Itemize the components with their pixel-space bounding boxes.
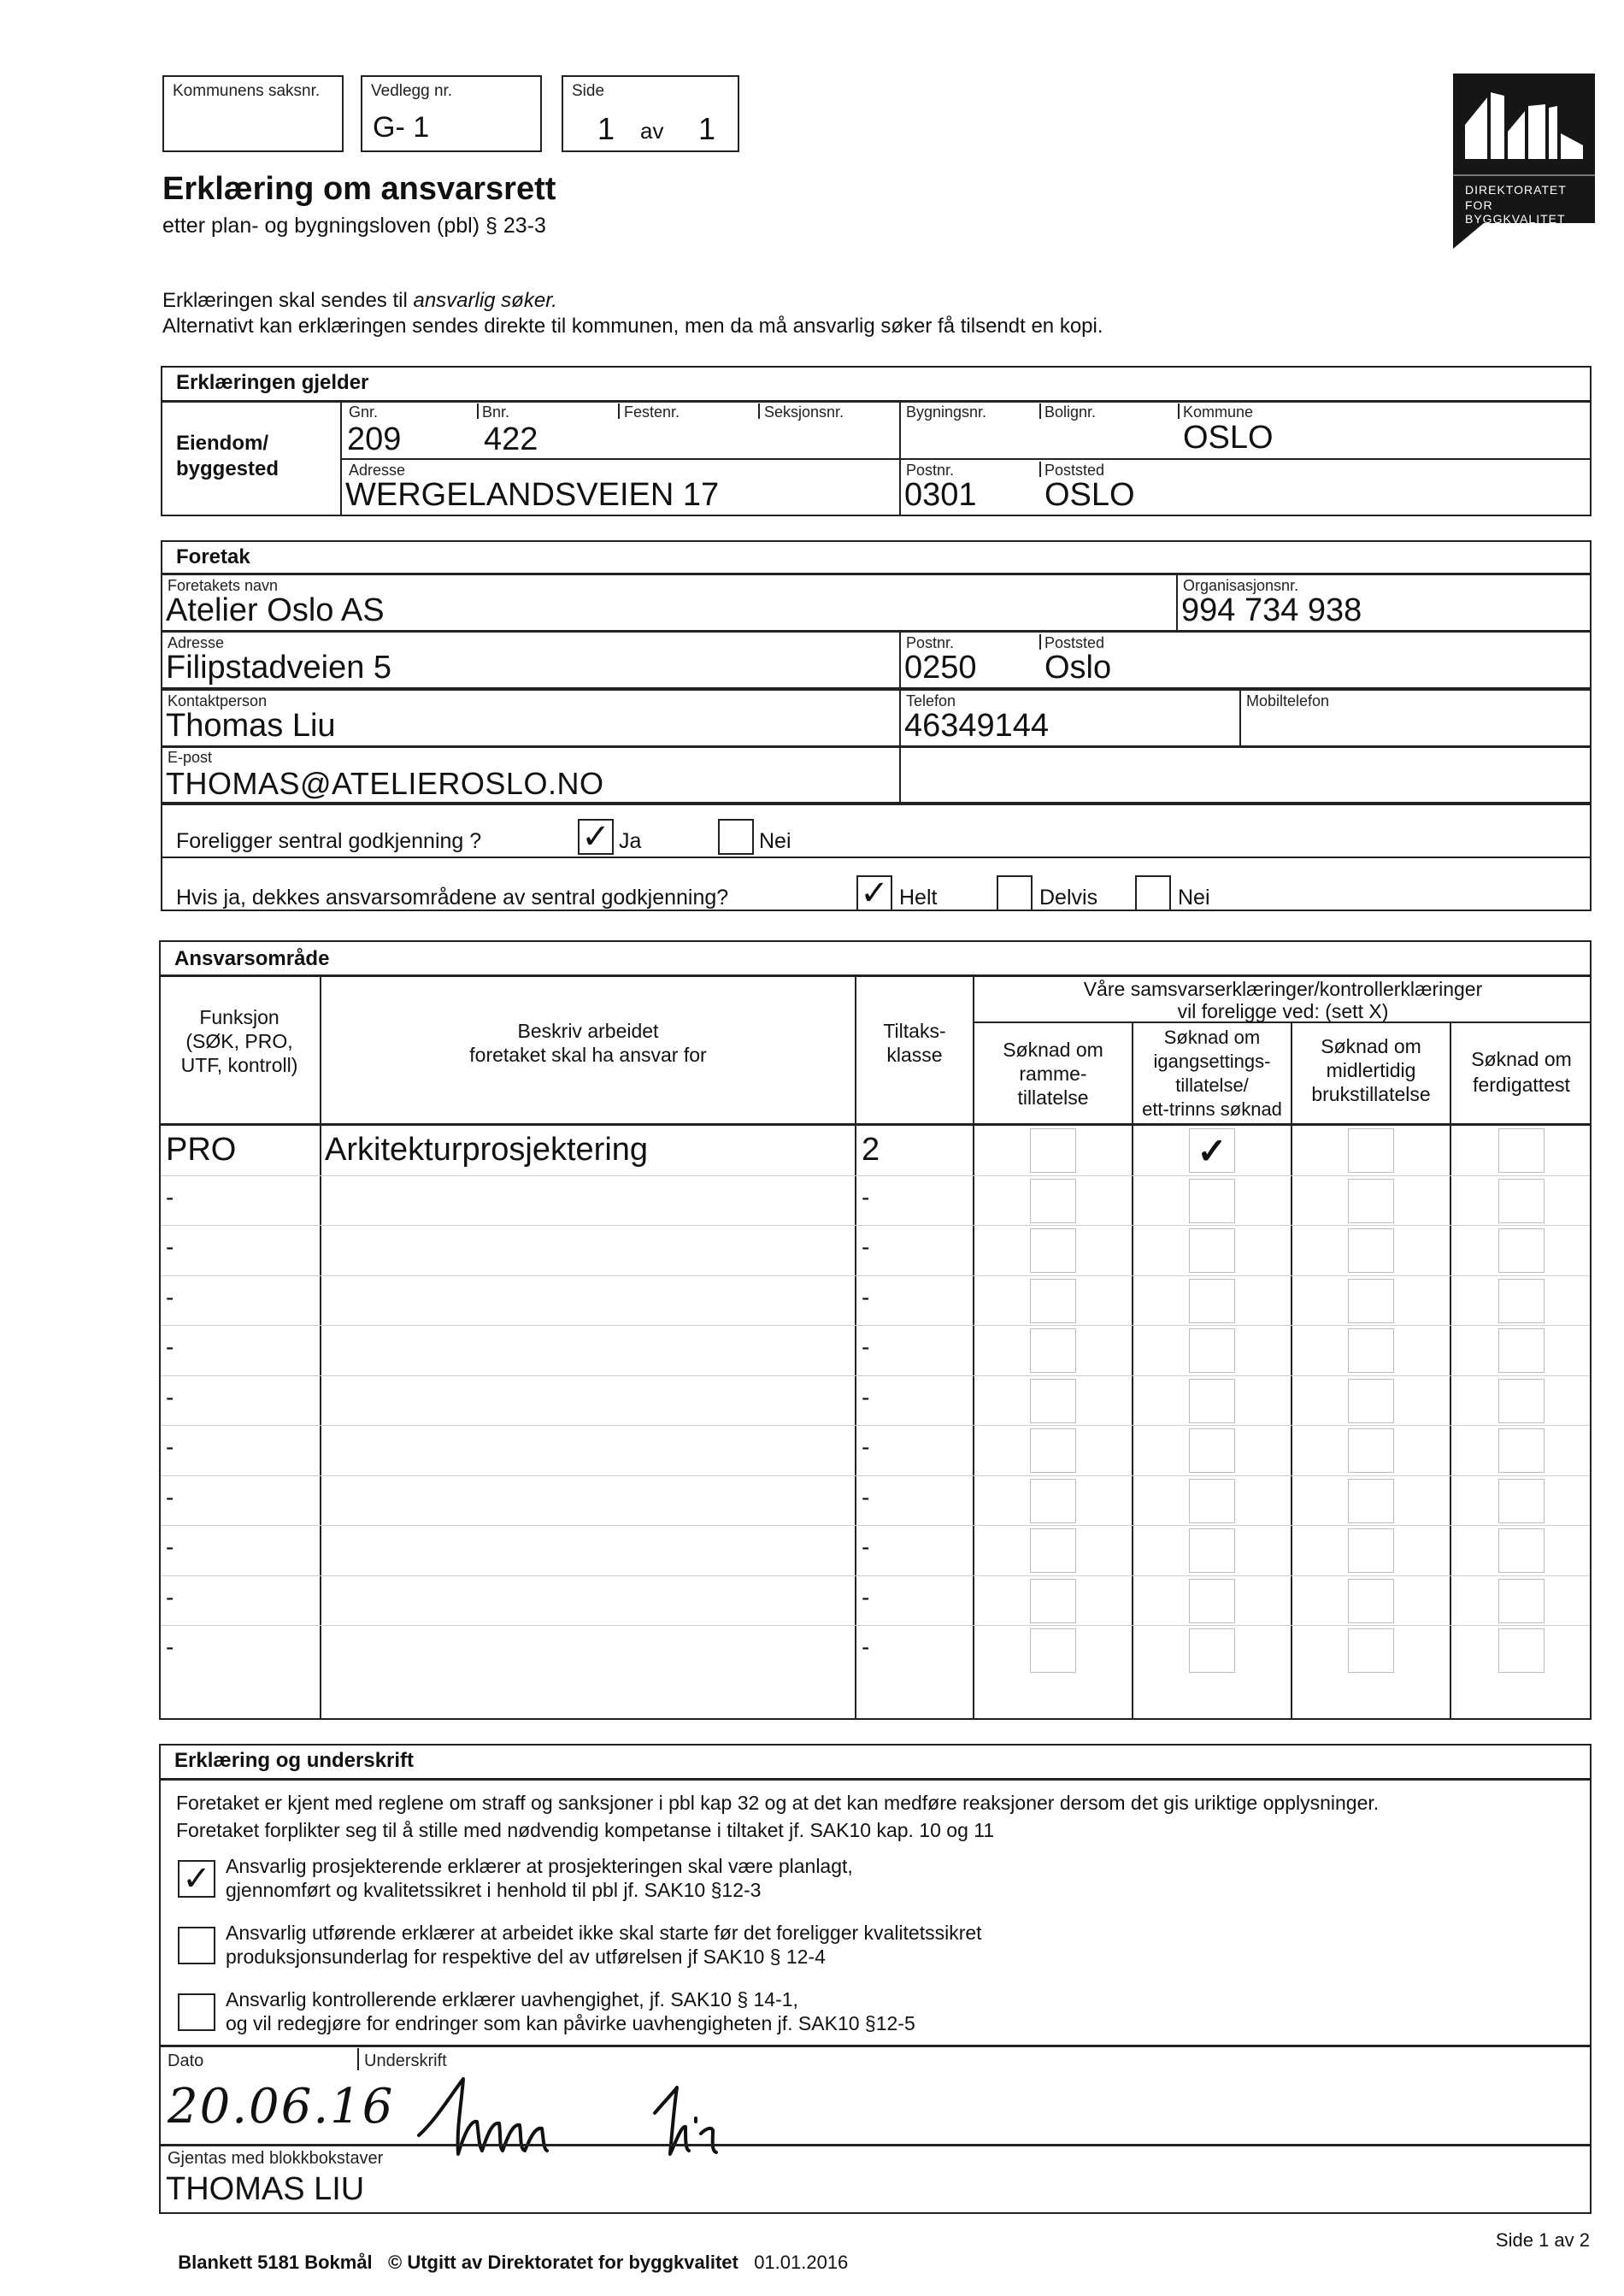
row-checkbox[interactable] [1030, 1228, 1076, 1273]
side-label: Side [572, 82, 605, 100]
sub-col-ferdigattest-header [1451, 1046, 1592, 1098]
row-funksjon[interactable]: - [166, 1634, 174, 1660]
row-klasse[interactable]: - [862, 1583, 870, 1610]
adresse-value: WERGELANDSVEIEN 17 [345, 477, 720, 513]
dekkes-nei-checkbox[interactable] [1135, 875, 1171, 911]
foretak-row3-divider [161, 745, 1592, 748]
row-divider [161, 1225, 1590, 1226]
row-funksjon[interactable]: - [166, 1434, 174, 1460]
row-divider [161, 1475, 1590, 1476]
row-funksjon[interactable]: - [166, 1183, 174, 1210]
gnr-label: Gnr. [349, 403, 379, 421]
foretak-heading-divider [161, 573, 1592, 575]
row-checkbox[interactable] [1189, 1128, 1235, 1173]
kommunens-saksnr-box[interactable] [162, 75, 344, 152]
col-funksjon-line2: (SØK, PRO, [185, 1030, 293, 1052]
intro-line-1 [162, 289, 557, 313]
side-box[interactable] [562, 75, 739, 152]
foretak-postnr-divider [899, 630, 901, 804]
sentral-nei-checkbox[interactable] [718, 819, 754, 855]
ansvar-heading: Ansvarsområde [174, 947, 330, 970]
col-sub1-divider [1132, 1022, 1133, 1720]
row-divider [161, 1375, 1590, 1376]
row-klasse[interactable]: - [862, 1434, 870, 1460]
foretak-poststed-value: Oslo [1044, 650, 1112, 686]
row-divider [161, 1425, 1590, 1426]
row-checkbox[interactable] [1348, 1479, 1394, 1523]
eiendom-label [176, 431, 279, 482]
sub-col-ramme-line2: ramme- [1019, 1063, 1087, 1085]
row-checkbox[interactable] [1348, 1628, 1394, 1673]
row-checkbox[interactable] [1498, 1179, 1545, 1223]
sub-col-ferdigattest-line1: Søknad om [1471, 1048, 1572, 1070]
row-funksjon[interactable]: - [166, 1583, 174, 1610]
row-checkbox[interactable] [1030, 1479, 1076, 1523]
gjelder-mid-divider [899, 400, 901, 516]
orgnr-label: Organisasjonsnr. [1183, 577, 1299, 594]
row-checkbox[interactable] [1498, 1379, 1545, 1423]
row-checkbox[interactable] [1030, 1579, 1076, 1623]
row-divider [161, 1625, 1590, 1626]
intro-line-2: Alternativt kan erklæringen sendes direkte til kommunen, men da må ansvarlig søker få tilsendt en kopi. [162, 315, 1103, 338]
dekkes-helt-label: Helt [899, 886, 938, 910]
dato-label: Dato [168, 2052, 204, 2070]
col-tiltak-line2: klasse [886, 1044, 943, 1066]
foretak-heading: Foretak [176, 545, 250, 568]
logo-line1: DIREKTORATET [1465, 183, 1567, 197]
dekkes-delvis-checkbox[interactable] [997, 875, 1033, 911]
dekkes-question: Hvis ja, dekkes ansvarsområdene av sentral godkjenning? [176, 886, 729, 910]
declaration-prosjekterende-checkbox[interactable] [178, 1860, 215, 1898]
dato-value: 20.06.16 [168, 2079, 395, 2134]
logo-flag-tail [1453, 223, 1484, 249]
dekkes-helt-checkbox[interactable] [856, 875, 892, 911]
footer-page: Side 1 av 2 [1495, 2229, 1590, 2251]
dibk-logo [1453, 74, 1595, 226]
adresse-label: Adresse [349, 462, 406, 479]
row-checkbox[interactable] [1348, 1179, 1394, 1223]
bnr-label: Bnr. [482, 403, 510, 421]
sub-col-ramme-line1: Søknad om [1003, 1039, 1103, 1061]
signature-icon [410, 2069, 855, 2163]
orgnr-value: 994 734 938 [1181, 592, 1362, 628]
row-klasse[interactable]: - [862, 1183, 870, 1210]
underskrift-paragraph-2: Foretaket forplikter seg til å stille med nødvendig kompetanse i tiltaket jf. SAK10 kap. 10 og 11 [176, 1819, 995, 1841]
gjelder-heading-divider [161, 400, 1592, 403]
dato-top-divider [159, 2045, 1592, 2047]
gjelder-poststed-label: Poststed [1044, 462, 1105, 479]
telefon-label: Telefon [906, 692, 956, 709]
gjelder-postnr-value: 0301 [904, 477, 977, 513]
row-checkbox[interactable] [1030, 1128, 1076, 1173]
row-klasse[interactable]: - [862, 1634, 870, 1660]
foretak-row2-divider [161, 687, 1592, 691]
check-icon: ✓ [581, 818, 610, 856]
col-funksjon-header [159, 1005, 320, 1077]
declaration-utforende-checkbox[interactable] [178, 1927, 215, 1964]
row-checkbox[interactable] [1189, 1528, 1235, 1573]
mobil-label: Mobiltelefon [1246, 692, 1330, 709]
row-checkbox[interactable] [1498, 1579, 1545, 1623]
underskrift-tick [357, 2048, 359, 2070]
row-checkbox[interactable] [1348, 1279, 1394, 1323]
underskrift-heading: Erklæring og underskrift [174, 1749, 415, 1772]
row-klasse[interactable]: - [862, 1283, 870, 1310]
row-checkbox[interactable] [1498, 1479, 1545, 1523]
row-checkbox[interactable] [1189, 1279, 1235, 1323]
row-checkbox[interactable] [1498, 1128, 1545, 1173]
footer-left [168, 2229, 848, 2274]
row-checkbox[interactable] [1498, 1628, 1545, 1673]
row-checkbox[interactable] [1348, 1528, 1394, 1573]
page-subtitle: etter plan- og bygningsloven (pbl) § 23-3 [162, 214, 546, 238]
row-divider [161, 1525, 1590, 1526]
sub-col-igangsetting-line4: ett-trinns søknad [1142, 1098, 1282, 1120]
festenr-label: Festenr. [624, 403, 680, 421]
foretak-poststed-label: Poststed [1044, 634, 1105, 651]
col-beskriv-line1: Beskriv arbeidet [517, 1020, 659, 1042]
table-header-divider [159, 1123, 1592, 1126]
row-checkbox[interactable] [1030, 1328, 1076, 1373]
kommune-label: Kommune [1183, 403, 1254, 421]
gjelder-heading: Erklæringen gjelder [176, 371, 369, 394]
sentral-nei-label: Nei [759, 829, 791, 853]
dibk-logo-icon [1453, 74, 1595, 176]
row-checkbox[interactable] [1498, 1328, 1545, 1373]
row-beskriv[interactable]: Arkitekturprosjektering [325, 1132, 649, 1168]
row-klasse[interactable]: 2 [862, 1132, 880, 1168]
row-checkbox[interactable] [1348, 1128, 1394, 1173]
declaration-prosjekterende-line1: Ansvarlig prosjekterende erklærer at prosjekteringen skal være planlagt, [226, 1855, 853, 1877]
declaration-utforende-line1: Ansvarlig utførende erklærer at arbeidet ikke skal starte før det foreligger kvalitetssikret [226, 1922, 982, 1944]
row-checkbox[interactable] [1348, 1579, 1394, 1623]
vedlegg-nr-label: Vedlegg nr. [371, 82, 453, 100]
group-header-line1: Våre samsvarserklæringer/kontrollerklæringer [1083, 978, 1483, 1000]
gjelder-row-divider [340, 458, 1592, 460]
row-funksjon[interactable]: - [166, 1383, 174, 1410]
side-total-value: 1 [698, 111, 716, 146]
bygningsnr-label: Bygningsnr. [906, 403, 987, 421]
vedlegg-nr-value: G- 1 [373, 111, 430, 144]
dekkes-nei-label: Nei [1178, 886, 1210, 910]
sub-col-ramme-line3: tillatelse [1017, 1086, 1089, 1109]
sub-col-ferdigattest-line2: ferdigattest [1473, 1074, 1570, 1096]
row-funksjon[interactable]: - [166, 1233, 174, 1260]
orgnr-divider [1176, 573, 1178, 631]
logo-line2: FOR BYGGKVALITET [1465, 198, 1566, 226]
sub-col-igangsetting-line2: igangsettings- [1153, 1051, 1271, 1072]
row-checkbox[interactable] [1030, 1628, 1076, 1673]
foretak-navn-value: Atelier Oslo AS [166, 592, 385, 628]
bolignr-tick [1039, 403, 1041, 419]
sub-col-igangsetting-line1: Søknad om [1163, 1027, 1261, 1048]
row-funksjon[interactable]: - [166, 1333, 174, 1360]
underskrift-label: Underskrift [364, 2052, 447, 2070]
sentral-question: Foreligger sentral godkjenning ? [176, 829, 482, 853]
underskrift-paragraph-1: Foretaket er kjent med reglene om straff og sanksjoner i pbl kap 32 og at det kan medføre reaksjoner dersom det gis uriktige opplysninger. [176, 1792, 1380, 1814]
sub-col-midlertidig-header [1292, 1034, 1450, 1106]
row-checkbox[interactable] [1030, 1379, 1076, 1423]
row-checkbox[interactable] [1498, 1528, 1545, 1573]
page-title: Erklæring om ansvarsrett [162, 171, 556, 207]
vedlegg-nr-box[interactable] [361, 75, 542, 152]
intro-line-1-italic: ansvarlig søker. [413, 289, 557, 312]
bnr-value: 422 [484, 421, 538, 457]
epost-value: THOMAS@ATELIEROSLO.NO [166, 766, 604, 801]
col-beskriv-header [321, 1019, 855, 1067]
row-checkbox[interactable] [1189, 1428, 1235, 1473]
row-checkbox[interactable] [1030, 1179, 1076, 1223]
declaration-kontrollerende-line2: og vil redegjøre for endringer som kan påvirke uavhengigheten jf. SAK10 §12-5 [226, 2012, 915, 2034]
row-checkbox[interactable] [1498, 1228, 1545, 1273]
group-header [974, 978, 1592, 1022]
side-av-text: av [640, 118, 664, 144]
row-divider [161, 1325, 1590, 1326]
eiendom-label-1: Eiendom/ [176, 432, 269, 455]
row-funksjon[interactable]: - [166, 1283, 174, 1310]
sub-col-midlertidig-line3: brukstillatelse [1311, 1083, 1431, 1105]
sub-col-midlertidig-line1: Søknad om [1321, 1035, 1421, 1057]
foretak-adresse-label: Adresse [168, 634, 225, 651]
row-divider [161, 1275, 1590, 1276]
col-beskriv-divider [855, 974, 856, 1720]
row-checkbox[interactable] [1189, 1479, 1235, 1523]
check-icon: ✓ [182, 1860, 211, 1898]
row-klasse[interactable]: - [862, 1483, 870, 1510]
foretak-poststed-tick [1039, 634, 1041, 650]
row-checkbox[interactable] [1189, 1379, 1235, 1423]
kontakt-value: Thomas Liu [166, 708, 336, 744]
col-funksjon-line3: UTF, kontroll) [180, 1054, 298, 1076]
check-icon: ✓ [1197, 1130, 1227, 1171]
gjelder-postnr-label: Postnr. [906, 462, 955, 479]
footer-date: 01.01.2016 [754, 2252, 849, 2273]
row-funksjon[interactable]: PRO [166, 1132, 237, 1168]
row-checkbox[interactable] [1348, 1379, 1394, 1423]
row-klasse[interactable]: - [862, 1534, 870, 1560]
gjelder-poststed-tick [1039, 462, 1041, 477]
sub-col-ramme-header [974, 1038, 1132, 1110]
bnr-tick [477, 403, 479, 419]
dekkes-delvis-label: Delvis [1039, 886, 1098, 910]
kommunens-saksnr-label: Kommunens saksnr. [173, 82, 321, 100]
foretak-row4-divider [161, 802, 1592, 805]
seksjonsnr-tick [758, 403, 760, 419]
blokk-divider [159, 2144, 1592, 2146]
eiendom-label-2: byggested [176, 457, 279, 480]
row-funksjon[interactable]: - [166, 1483, 174, 1510]
row-checkbox[interactable] [1030, 1428, 1076, 1473]
gnr-value: 209 [347, 421, 402, 457]
logo-divider [1453, 174, 1595, 176]
row-checkbox[interactable] [1189, 1179, 1235, 1223]
col-funksjon-divider [320, 974, 321, 1720]
foretak-postnr-value: 0250 [904, 650, 977, 686]
footer-blankett: Blankett 5181 Bokmål © Utgitt av Direktoratet for byggkvalitet [178, 2252, 738, 2273]
foretak-adresse-value: Filipstadveien 5 [166, 650, 392, 686]
row-checkbox[interactable] [1498, 1428, 1545, 1473]
bolignr-label: Bolignr. [1044, 403, 1097, 421]
row-checkbox[interactable] [1030, 1528, 1076, 1573]
sentral-ja-label: Ja [619, 829, 642, 853]
sub-col-igangsetting-header [1133, 1026, 1291, 1122]
row-klasse[interactable]: - [862, 1383, 870, 1410]
row-checkbox[interactable] [1348, 1328, 1394, 1373]
col-tiltak-header [856, 1019, 973, 1067]
col-sub3-divider [1450, 1022, 1451, 1720]
declaration-prosjekterende-line2: gjennomført og kvalitetssikret i henhold til pbl jf. SAK10 §12-3 [226, 1879, 762, 1901]
group-header-line2: vil foreligge ved: (sett X) [1177, 1000, 1389, 1022]
col-funksjon-line1: Funksjon [199, 1006, 279, 1028]
row-funksjon[interactable]: - [166, 1534, 174, 1560]
declaration-kontrollerende-line1: Ansvarlig kontrollerende erklærer uavhengighet, jf. SAK10 § 14-1, [226, 1988, 798, 2010]
side-page-value: 1 [597, 111, 615, 146]
mobil-divider [1239, 689, 1241, 745]
row-checkbox[interactable] [1498, 1279, 1545, 1323]
sentral-ja-checkbox[interactable] [578, 819, 614, 855]
row-divider [161, 1175, 1590, 1176]
check-icon: ✓ [860, 874, 889, 912]
row-checkbox[interactable] [1189, 1228, 1235, 1273]
epost-label: E-post [168, 749, 213, 766]
festenr-tick [618, 403, 620, 419]
declaration-kontrollerende-checkbox[interactable] [178, 1993, 215, 2031]
foretak-row1-divider [161, 630, 1592, 633]
intro-line-1-prefix: Erklæringen skal sendes til [162, 289, 414, 312]
row-divider [161, 1575, 1590, 1576]
foretak-postnr-label: Postnr. [906, 634, 955, 651]
kommune-value: OSLO [1183, 420, 1274, 456]
kommune-tick [1178, 403, 1180, 419]
col-beskriv-line2: foretaket skal ha ansvar for [469, 1044, 707, 1066]
declaration-utforende-line2: produksjonsunderlag for respektive del av utførelsen jf SAK10 § 12-4 [226, 1946, 826, 1968]
col-sub2-divider [1291, 1022, 1292, 1720]
telefon-value: 46349144 [904, 708, 1050, 744]
kontakt-label: Kontaktperson [168, 692, 268, 709]
blokk-label: Gjentas med blokkbokstaver [168, 2149, 384, 2168]
seksjonsnr-label: Seksjonsnr. [764, 403, 844, 421]
underskrift-heading-divider [159, 1778, 1592, 1781]
sub-col-midlertidig-line2: midlertidig [1326, 1059, 1416, 1081]
col-tiltak-line1: Tiltaks- [883, 1020, 946, 1042]
row-klasse[interactable]: - [862, 1233, 870, 1260]
ansvar-heading-divider [159, 974, 1592, 977]
sub-col-igangsetting-line3: tillatelse/ [1175, 1074, 1249, 1096]
row-checkbox[interactable] [1030, 1279, 1076, 1323]
row-checkbox[interactable] [1348, 1428, 1394, 1473]
sentral-divider [161, 857, 1592, 858]
row-checkbox[interactable] [1189, 1328, 1235, 1373]
row-checkbox[interactable] [1189, 1579, 1235, 1623]
row-checkbox[interactable] [1189, 1628, 1235, 1673]
blokk-value: THOMAS LIU [166, 2171, 365, 2207]
row-checkbox[interactable] [1348, 1228, 1394, 1273]
row-klasse[interactable]: - [862, 1333, 870, 1360]
foretak-navn-label: Foretakets navn [168, 577, 279, 594]
gjelder-poststed-value: OSLO [1044, 477, 1135, 513]
